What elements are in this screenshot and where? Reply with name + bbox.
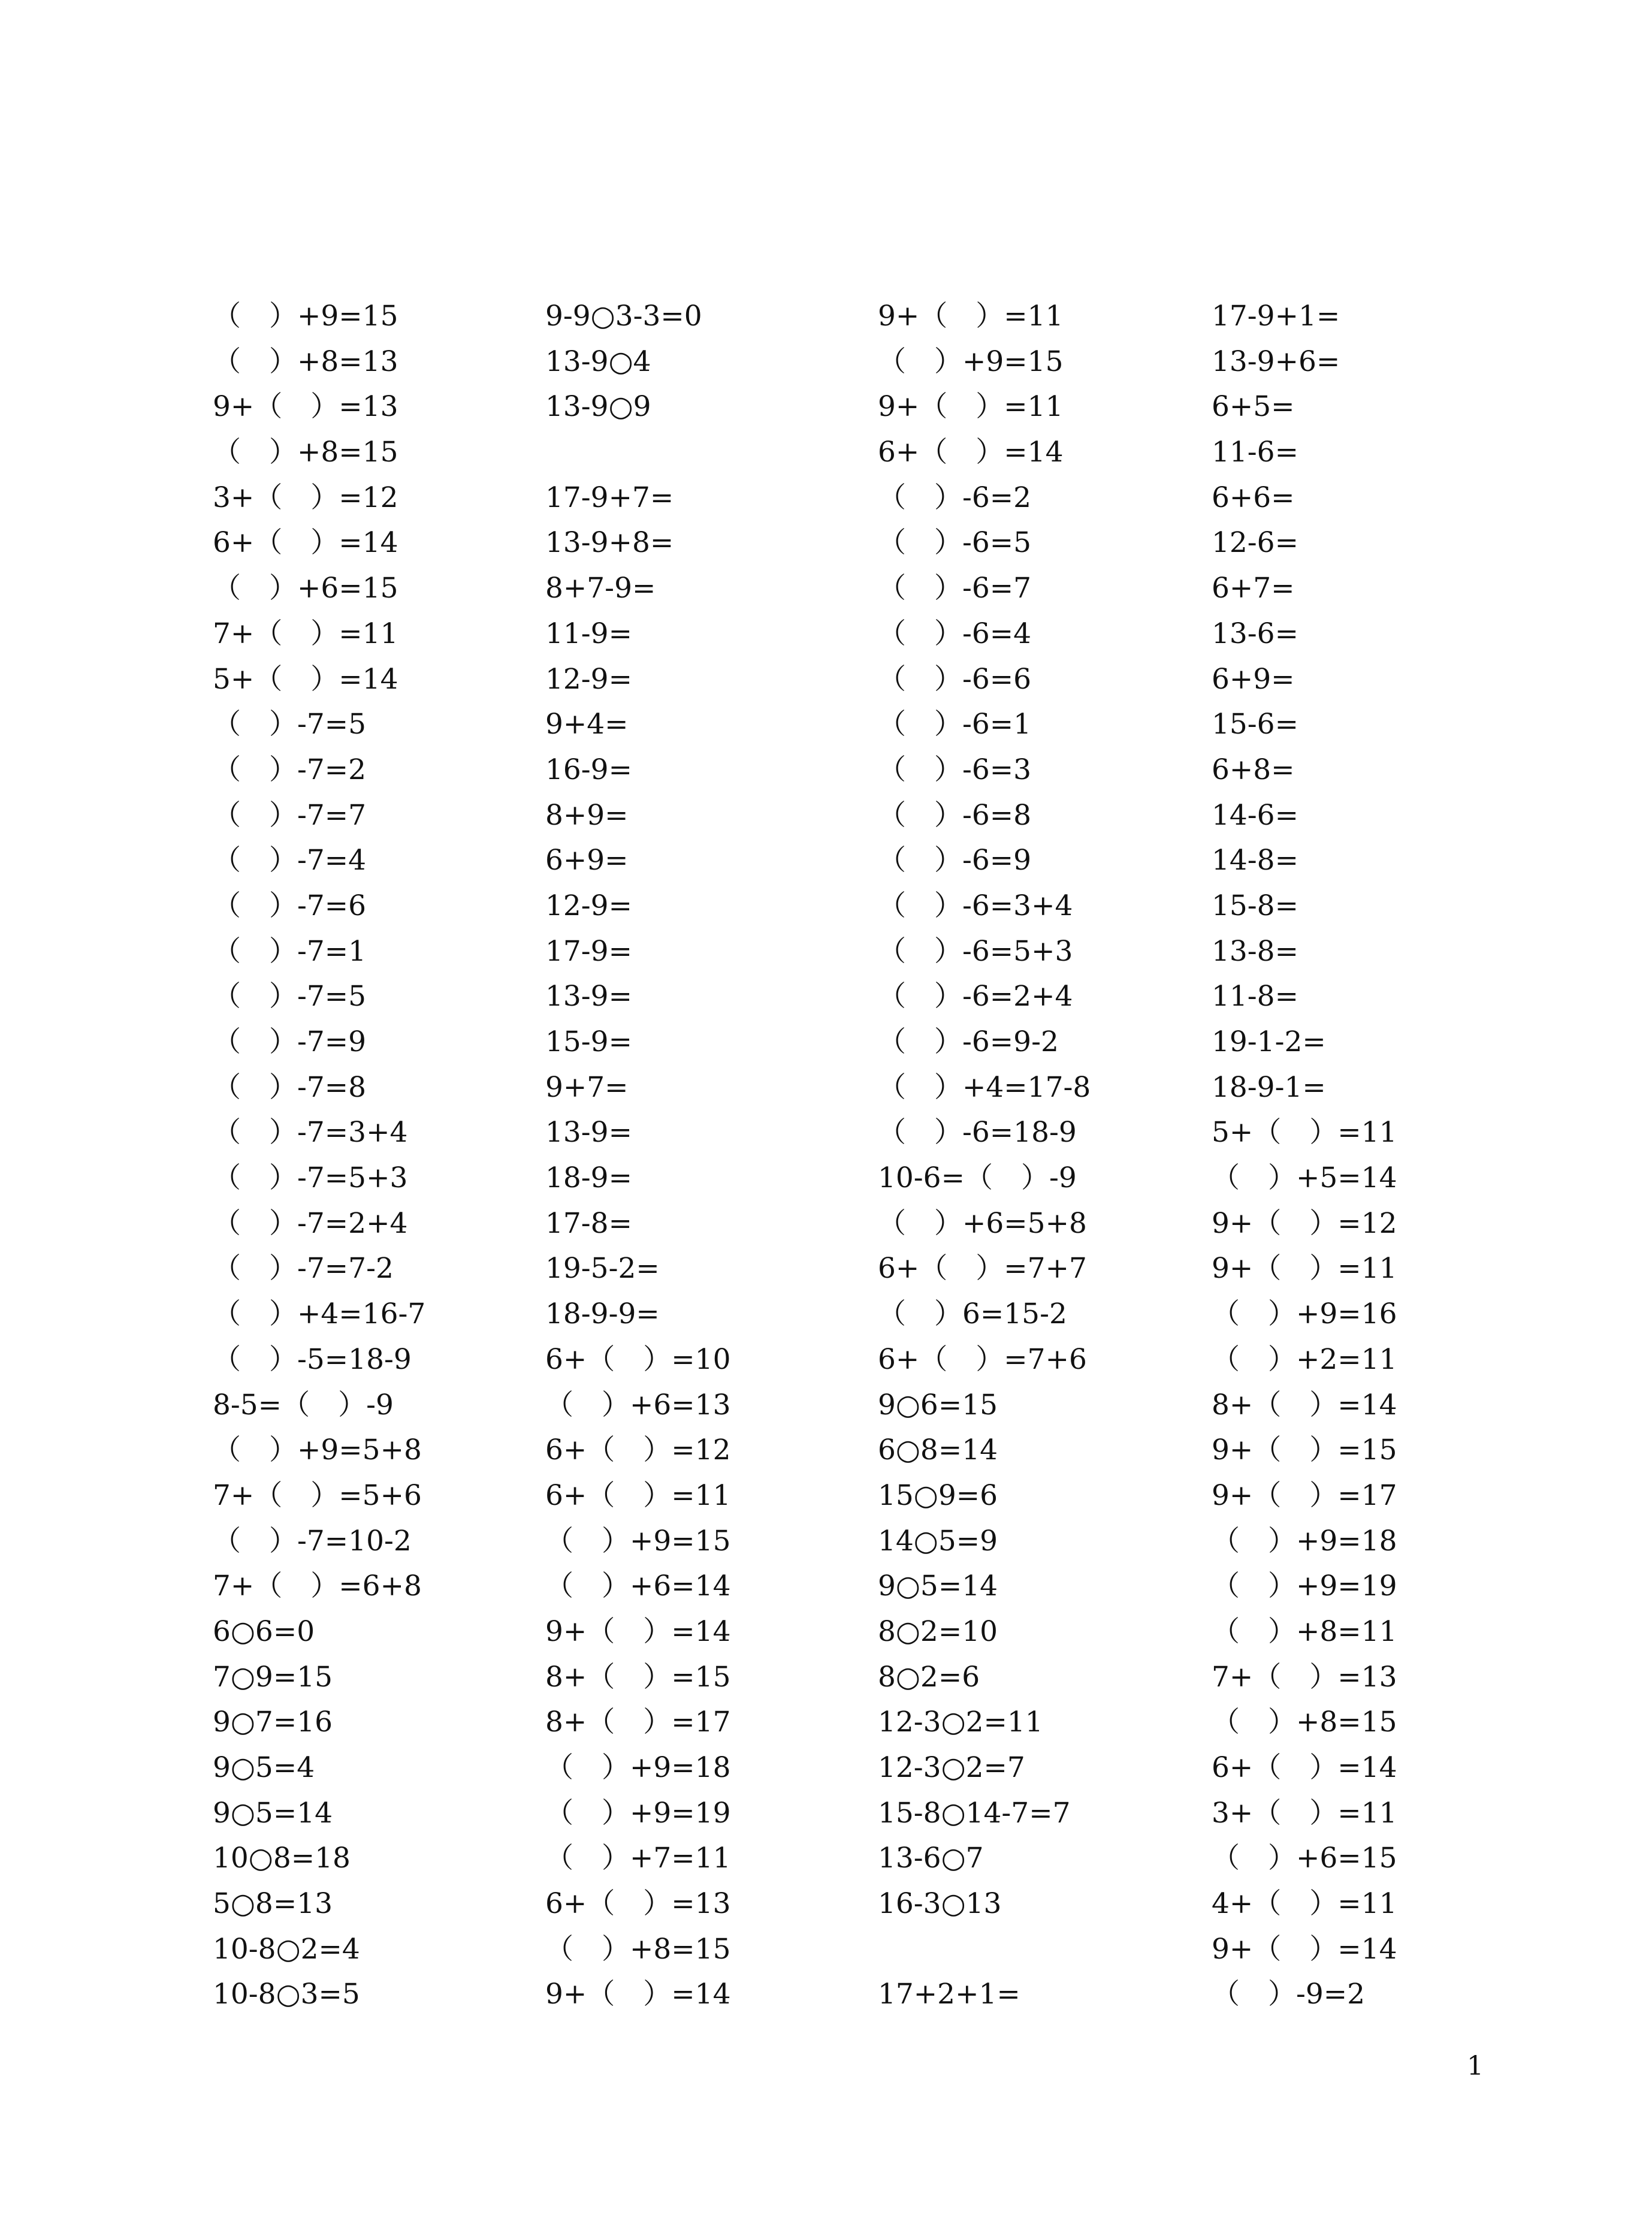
exercise-item: 7○9=15: [213, 1660, 333, 1694]
exercise-item: 6○8=14: [878, 1434, 998, 1467]
exercise-item: （ ）+6=5+8: [878, 1206, 1087, 1240]
exercise-item: （ ）-7=5+3: [213, 1161, 408, 1195]
exercise-item: （ ）+8=15: [1212, 1706, 1397, 1739]
exercise-item: 9+（ ）=14: [545, 1978, 731, 2011]
exercise-item: 14-6=: [1212, 798, 1298, 832]
exercise-item: （ ）-7=4: [213, 844, 367, 877]
exercise-item: （ ）-6=3: [878, 753, 1032, 786]
exercise-item: 17+2+1=: [878, 1978, 1020, 2011]
exercise-item: 4+（ ）=11: [1212, 1887, 1397, 1921]
exercise-item: 6+9=: [1212, 662, 1295, 696]
exercise-item: 6+（ ）=14: [1212, 1751, 1397, 1784]
exercise-item: 9+（ ）=17: [1212, 1478, 1397, 1512]
exercise-item: 9○5=14: [213, 1796, 333, 1830]
exercise-item: （ ）+4=16-7: [213, 1297, 426, 1331]
page-number: 1: [1467, 2051, 1484, 2081]
exercise-item: 11-8=: [1212, 980, 1298, 1013]
exercise-item: （ ）+9=15: [213, 300, 398, 333]
exercise-item: 12-3○2=7: [878, 1751, 1025, 1784]
exercise-item: 13-9=: [545, 980, 632, 1013]
exercise-item: 10○8=18: [213, 1842, 351, 1875]
exercise-item: 12-9=: [545, 889, 632, 922]
exercise-item: （ ）-6=9-2: [878, 1025, 1059, 1058]
exercise-column-2: [545, 294, 881, 2017]
exercise-item: （ ）+8=11: [1212, 1615, 1397, 1648]
exercise-item: 15-8○14-7=7: [878, 1796, 1071, 1830]
exercise-item: 10-6=（ ）-9: [878, 1161, 1077, 1195]
exercise-item: 6+（ ）=7+6: [878, 1342, 1087, 1376]
exercise-item: 18-9=: [545, 1161, 632, 1195]
exercise-item: （ ）+8=13: [213, 345, 398, 378]
exercise-item: 15-9=: [545, 1025, 632, 1058]
exercise-item: 9○5=4: [213, 1751, 315, 1784]
exercise-item: 13-9=: [545, 1116, 632, 1149]
exercise-item: 8+（ ）=17: [545, 1706, 731, 1739]
exercise-item: 8+（ ）=14: [1212, 1388, 1397, 1422]
exercise-item: （ ）+6=15: [213, 572, 398, 605]
exercise-item: （ ）+9=16: [1212, 1297, 1397, 1331]
exercise-item: （ ）-6=2: [878, 481, 1032, 514]
exercise-item: （ ）-7=10-2: [213, 1524, 412, 1558]
exercise-item: （ ）-7=8: [213, 1070, 367, 1104]
exercise-item: （ ）+9=15: [878, 345, 1064, 378]
exercise-item: （ ）6=15-2: [878, 1297, 1067, 1331]
exercise-item: 13-6=: [1212, 617, 1298, 650]
exercise-item: 9+（ ）=14: [545, 1615, 731, 1648]
exercise-item: 9-9○3-3=0: [545, 300, 702, 333]
exercise-item: 5○8=13: [213, 1887, 333, 1921]
exercise-item: （ ）+9=15: [545, 1524, 731, 1558]
exercise-item: 6+（ ）=7+7: [878, 1252, 1087, 1286]
exercise-item: 9+（ ）=11: [878, 300, 1064, 333]
exercise-item: 7+（ ）=6+8: [213, 1570, 422, 1603]
exercise-item: （ ）+6=15: [1212, 1842, 1397, 1875]
exercise-item: （ ）-6=9: [878, 844, 1032, 877]
exercise-item: 7+（ ）=11: [213, 617, 398, 650]
exercise-item: 6+6=: [1212, 481, 1295, 514]
exercise-item: 9+（ ）=11: [878, 390, 1064, 424]
exercise-item: 15○9=6: [878, 1478, 998, 1512]
exercise-item: 15-8=: [1212, 889, 1298, 922]
exercise-item: （ ）+9=19: [1212, 1570, 1397, 1603]
exercise-item: （ ）+2=11: [1212, 1342, 1397, 1376]
exercise-item: （ ）-7=7-2: [213, 1252, 394, 1286]
exercise-item: 6○6=0: [213, 1615, 315, 1648]
exercise-item: 17-8=: [545, 1206, 632, 1240]
exercise-item: 19-5-2=: [545, 1252, 660, 1286]
exercise-item: 9+（ ）=12: [1212, 1206, 1397, 1240]
exercise-item: 10-8○3=5: [213, 1978, 360, 2011]
exercise-item: 9+（ ）=13: [213, 390, 398, 424]
exercise-item: （ ）-7=5: [213, 708, 367, 741]
exercise-item: 9+7=: [545, 1070, 629, 1104]
exercise-item: 8+9=: [545, 798, 629, 832]
exercise-column-4: [1212, 294, 1547, 2017]
exercise-item: 13-9+6=: [1212, 345, 1340, 378]
exercise-item: 18-9-9=: [545, 1297, 660, 1331]
exercise-item: （ ）-7=1: [213, 934, 367, 968]
exercise-column-1: [213, 294, 548, 2017]
exercise-item: 8+7-9=: [545, 572, 656, 605]
exercise-item: 9+（ ）=15: [1212, 1434, 1397, 1467]
exercise-item: 7+（ ）=13: [1212, 1660, 1397, 1694]
exercise-item: 13-9○9: [545, 390, 651, 424]
exercise-item: （ ）-6=3+4: [878, 889, 1073, 922]
exercise-item: （ ）+7=11: [545, 1842, 731, 1875]
exercise-item: 11-6=: [1212, 436, 1298, 469]
exercise-item: （ ）-6=7: [878, 572, 1032, 605]
exercise-item: 6+（ ）=10: [545, 1342, 731, 1376]
exercise-item: 8-5=（ ）-9: [213, 1388, 394, 1422]
exercise-item: 3+（ ）=11: [1212, 1796, 1397, 1830]
exercise-item: （ ）-7=2: [213, 753, 367, 786]
exercise-item: （ ）+5=14: [1212, 1161, 1397, 1195]
exercise-item: （ ）-7=6: [213, 889, 367, 922]
exercise-item: 5+（ ）=14: [213, 662, 398, 696]
exercise-item: 9○7=16: [213, 1706, 333, 1739]
exercise-item: （ ）-6=5+3: [878, 934, 1073, 968]
exercise-item: （ ）+9=19: [545, 1796, 731, 1830]
exercise-item: 14○5=9: [878, 1524, 998, 1558]
exercise-item: 13-9+8=: [545, 526, 674, 560]
exercise-item: 8○2=10: [878, 1615, 998, 1648]
exercise-item: 9+（ ）=11: [1212, 1252, 1397, 1286]
exercise-column-3: [878, 294, 1213, 2017]
exercise-item: 17-9=: [545, 934, 632, 968]
exercise-item: （ ）-7=7: [213, 798, 367, 832]
exercise-item: （ ）-6=6: [878, 662, 1032, 696]
exercise-item: （ ）-6=8: [878, 798, 1032, 832]
exercise-item: 10-8○2=4: [213, 1932, 360, 1966]
exercise-item: 6+（ ）=14: [878, 436, 1064, 469]
exercise-item: 12-3○2=11: [878, 1706, 1043, 1739]
exercise-item: 13-6○7: [878, 1842, 984, 1875]
exercise-item: 9○6=15: [878, 1388, 998, 1422]
exercise-item: 12-6=: [1212, 526, 1298, 560]
exercise-item: 7+（ ）=5+6: [213, 1478, 422, 1512]
exercise-item: 6+5=: [1212, 390, 1295, 424]
exercise-item: （ ）-6=5: [878, 526, 1032, 560]
exercise-item: （ ）-6=2+4: [878, 980, 1073, 1013]
exercise-item: 17-9+1=: [1212, 300, 1340, 333]
exercise-item: 9○5=14: [878, 1570, 998, 1603]
exercise-item: （ ）-7=5: [213, 980, 367, 1013]
exercise-item: 13-9○4: [545, 345, 651, 378]
exercise-item: （ ）-9=2: [1212, 1978, 1366, 2011]
exercise-item: [545, 430, 881, 475]
exercise-item: 3+（ ）=12: [213, 481, 398, 514]
exercise-item: 5+（ ）=11: [1212, 1116, 1397, 1149]
exercise-item: 17-9+7=: [545, 481, 674, 514]
exercise-item: 9+4=: [545, 708, 629, 741]
exercise-item: 6+9=: [545, 844, 629, 877]
exercise-item: （ ）+9=18: [545, 1751, 731, 1784]
exercise-item: （ ）+8=15: [545, 1932, 731, 1966]
exercise-item: （ ）-6=1: [878, 708, 1032, 741]
exercise-item: 9+（ ）=14: [1212, 1932, 1397, 1966]
exercise-item: 12-9=: [545, 662, 632, 696]
exercise-item: 8+（ ）=15: [545, 1660, 731, 1694]
exercise-item: （ ）+4=17-8: [878, 1070, 1091, 1104]
exercise-item: （ ）+9=18: [1212, 1524, 1397, 1558]
exercise-item: 18-9-1=: [1212, 1070, 1326, 1104]
exercise-item: （ ）-7=2+4: [213, 1206, 408, 1240]
exercise-item: 6+8=: [1212, 753, 1295, 786]
exercise-item: 16-3○13: [878, 1887, 1002, 1921]
exercise-item: （ ）+8=15: [213, 436, 398, 469]
exercise-item: （ ）+9=5+8: [213, 1434, 422, 1467]
exercise-item: 6+7=: [1212, 572, 1295, 605]
exercise-item: 8○2=6: [878, 1660, 980, 1694]
exercise-item: 6+（ ）=13: [545, 1887, 731, 1921]
exercise-item: 14-8=: [1212, 844, 1298, 877]
exercise-item: （ ）-7=9: [213, 1025, 367, 1058]
exercise-item: 16-9=: [545, 753, 632, 786]
exercise-item: （ ）+6=14: [545, 1570, 731, 1603]
exercise-item: 6+（ ）=11: [545, 1478, 731, 1512]
exercise-item: 15-6=: [1212, 708, 1298, 741]
exercise-item: 19-1-2=: [1212, 1025, 1326, 1058]
exercise-item: 6+（ ）=14: [213, 526, 398, 560]
exercise-item: 13-8=: [1212, 934, 1298, 968]
exercise-item: （ ）-6=18-9: [878, 1116, 1077, 1149]
exercise-item: （ ）-7=3+4: [213, 1116, 408, 1149]
exercise-item: （ ）-5=18-9: [213, 1342, 412, 1376]
exercise-item: （ ）-6=4: [878, 617, 1032, 650]
exercise-item: （ ）+6=13: [545, 1388, 731, 1422]
exercise-item: 6+（ ）=12: [545, 1434, 731, 1467]
exercise-item: [878, 1927, 1213, 1972]
exercise-item: 11-9=: [545, 617, 632, 650]
